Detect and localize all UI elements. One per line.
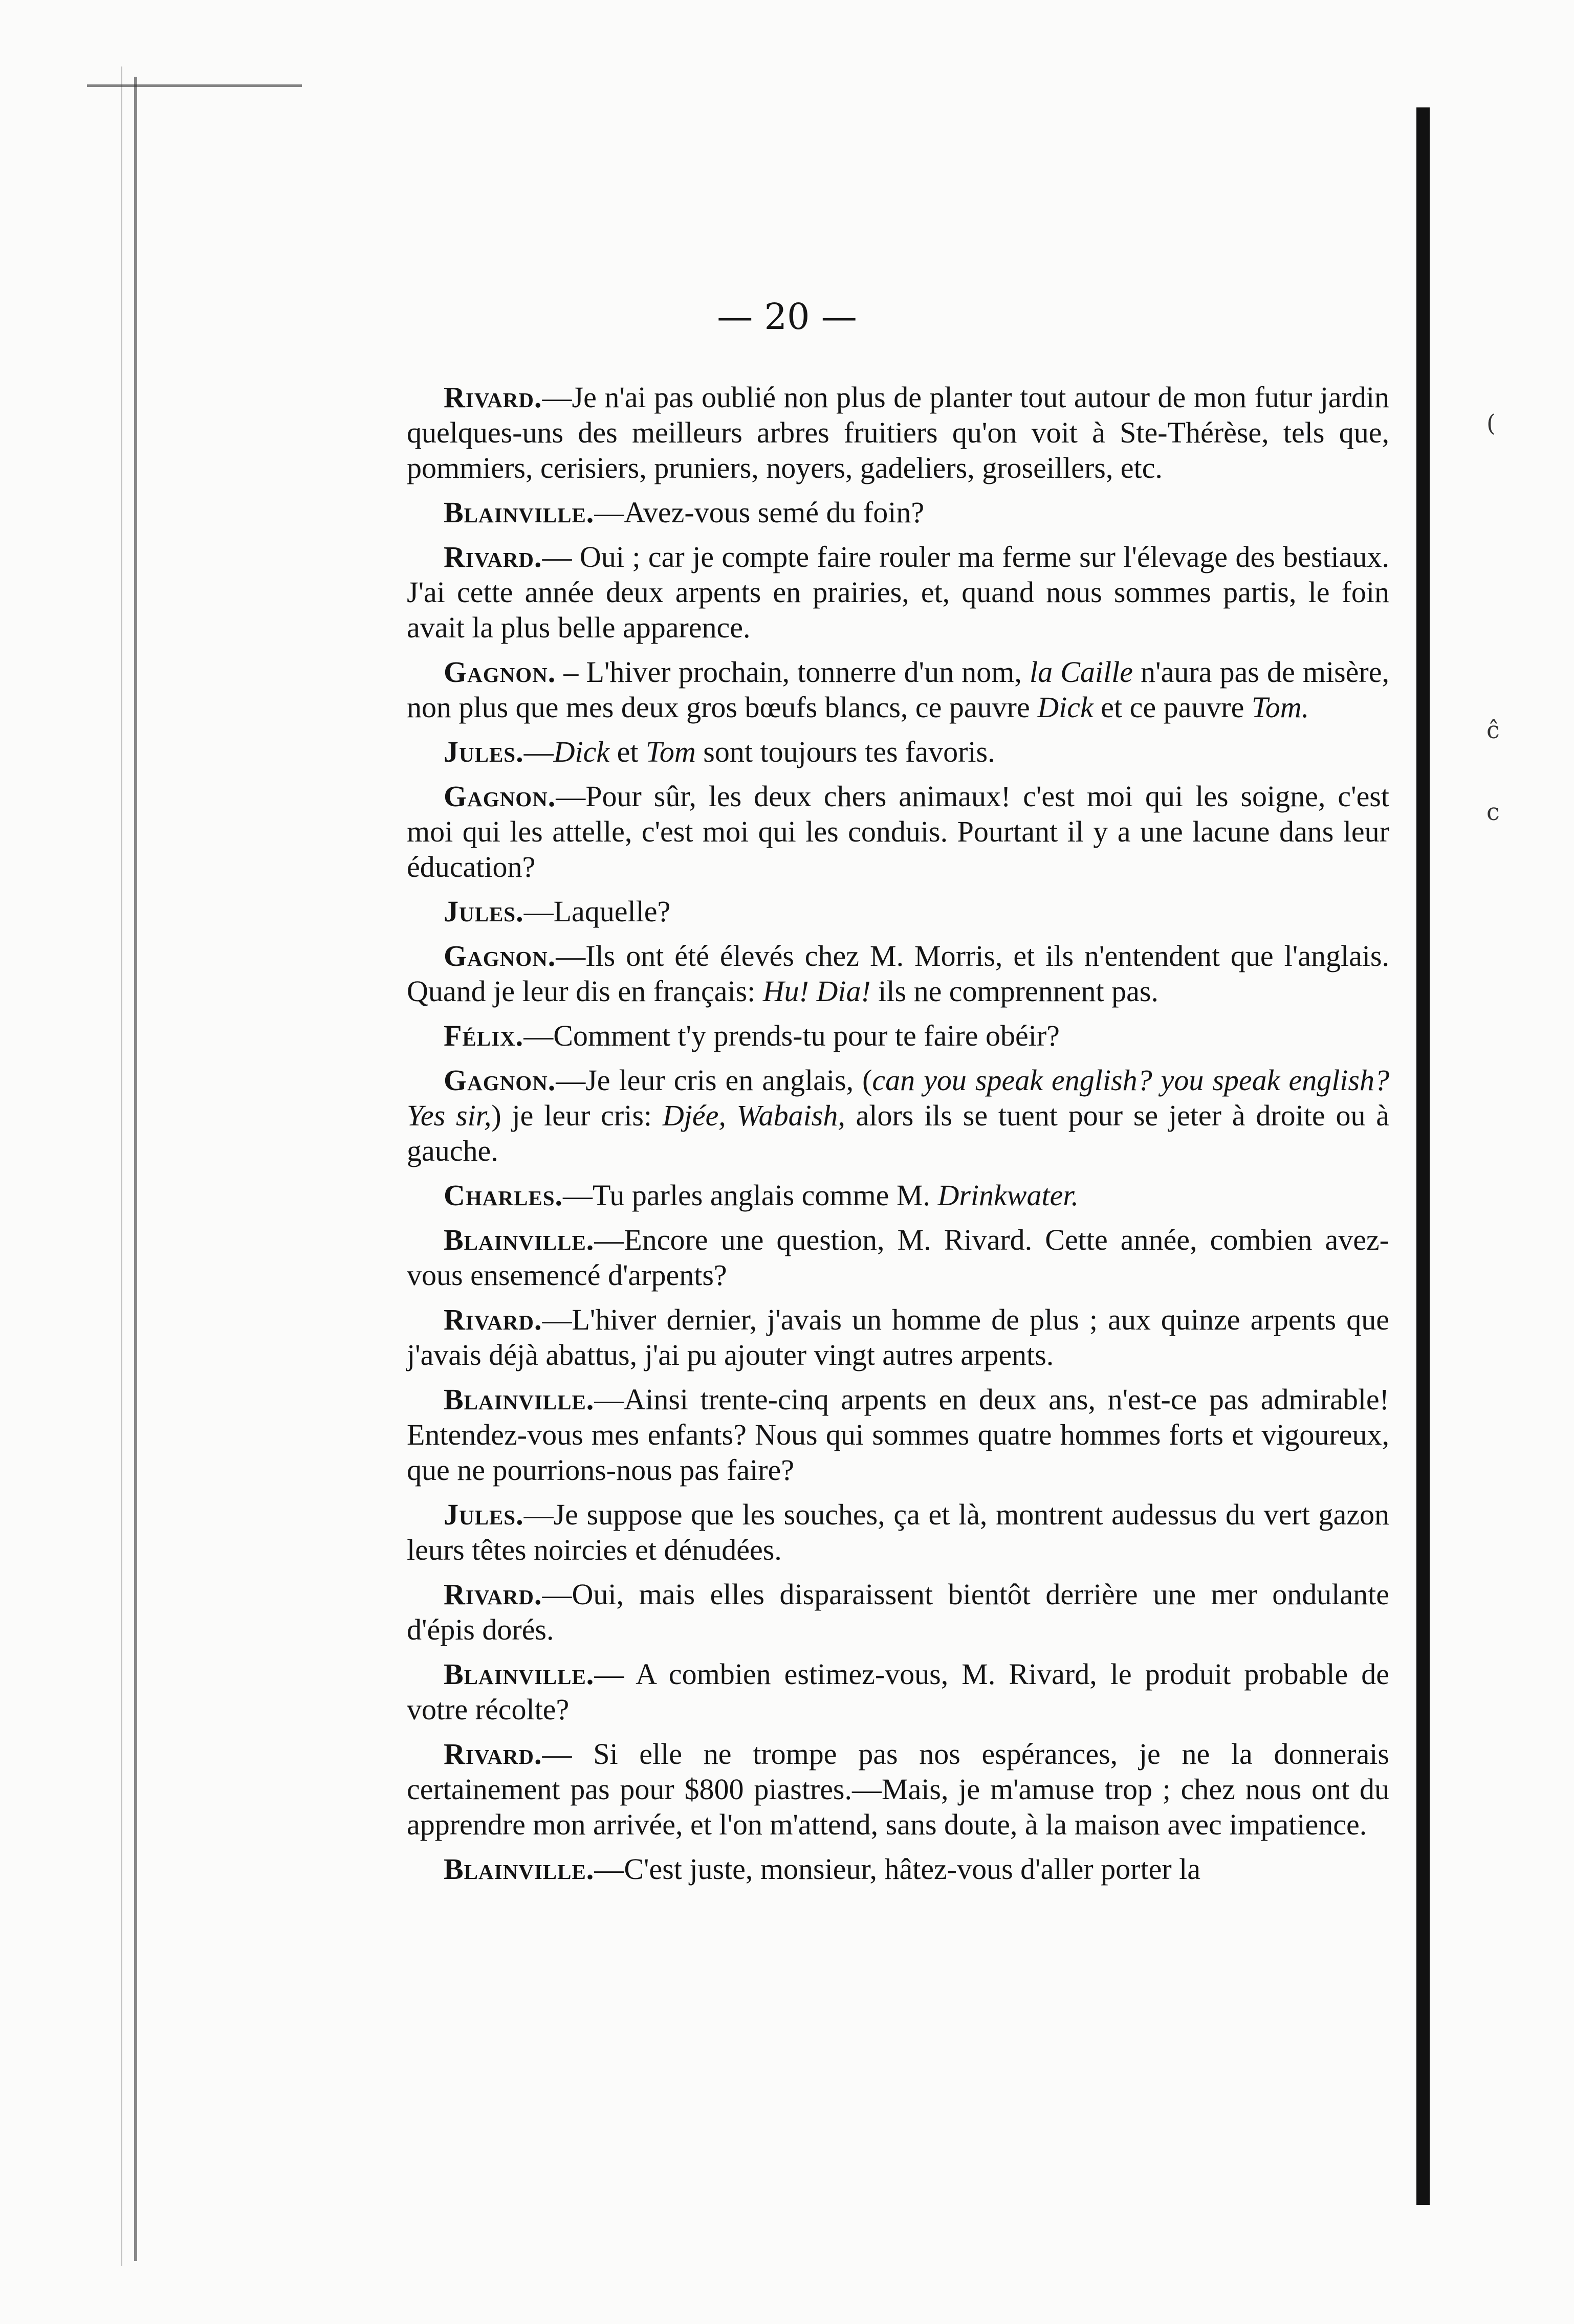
speaker-name: Gagnon. bbox=[444, 780, 556, 813]
speaker-name: Rivard. bbox=[444, 1578, 542, 1611]
dialogue-paragraph bbox=[407, 1656, 1389, 1727]
dialogue-paragraph bbox=[407, 1577, 1389, 1647]
speaker-name: Gagnon. bbox=[444, 655, 556, 689]
dialogue-text-segment: —Laquelle? bbox=[523, 895, 671, 928]
speaker-name: Charles. bbox=[444, 1179, 563, 1212]
dialogue-paragraph bbox=[407, 734, 1389, 769]
dialogue-text-segment: —Je leur cris en anglais, ( bbox=[556, 1064, 872, 1097]
dialogue-text-segment: —Encore une question, M. Rivard. Cette année, combien avez-vous ensemencé d'arpents? bbox=[407, 1223, 1389, 1292]
dialogue-text-segment: —C'est juste, monsieur, hâtez-vous d'aller porter la bbox=[594, 1852, 1201, 1886]
dialogue-text-segment: —Comment t'y prends-tu pour te faire obéir? bbox=[523, 1019, 1060, 1052]
dialogue-paragraph bbox=[407, 539, 1389, 645]
dialogue-text-segment: — Oui ; car je compte faire rouler ma ferme sur l'élevage des bestiaux. J'ai cette année deux arpents en prairies, et, quand nous sommes partis, le foin avait la plus belle apparence. bbox=[407, 540, 1389, 644]
dialogue-text-segment: sont toujours tes favoris. bbox=[695, 735, 995, 768]
dialogue-text-segment: —Oui, mais elles disparaissent bientôt derrière une mer ondulante d'épis dorés. bbox=[407, 1578, 1389, 1646]
speaker-name: Rivard. bbox=[444, 540, 542, 573]
speaker-name: Rivard. bbox=[444, 1303, 542, 1336]
italic-text: can you speak english? you speak english? Yes sir, bbox=[407, 1064, 1389, 1132]
dialogue-paragraph bbox=[407, 1302, 1389, 1373]
italic-text: Drinkwater. bbox=[937, 1179, 1079, 1212]
speaker-name: Gagnon. bbox=[444, 1064, 556, 1097]
dialogue-paragraph bbox=[407, 1178, 1389, 1213]
dialogue-text-segment: ils ne comprennent pas. bbox=[870, 975, 1158, 1008]
speaker-name: Blainville. bbox=[444, 1383, 595, 1416]
dialogue-text-segment: —Je suppose que les souches, ça et là, montrent audessus du vert gazon leurs têtes noircies et dénudées. bbox=[407, 1498, 1389, 1566]
italic-text: la Caille bbox=[1029, 655, 1133, 689]
dialogue-text-segment: —Ainsi trente-cinq arpents en deux ans, n'est-ce pas admirable! Entendez-vous mes enfants? Nous qui sommes quatre hommes forts et vigoureux, que ne pourrions-nous pas faire? bbox=[407, 1383, 1389, 1487]
dialogue-text-segment: alors ils se tuent pour se jeter à droite ou à gauche. bbox=[407, 1099, 1390, 1167]
dialogue-paragraph bbox=[407, 1063, 1389, 1168]
binding-edge-shadow bbox=[121, 67, 122, 2266]
page-edge-bar bbox=[1416, 107, 1430, 2205]
italic-text: Tom. bbox=[1251, 691, 1309, 724]
speaker-name: Félix. bbox=[444, 1019, 524, 1052]
speaker-name: Blainville. bbox=[444, 1223, 595, 1256]
dialogue-text-segment: et bbox=[609, 735, 646, 768]
dialogue-paragraph bbox=[407, 1018, 1389, 1053]
dialogue-text-segment: – L'hiver prochain, tonnerre d'un nom, bbox=[556, 655, 1030, 689]
dialogue-text-segment: —Ils ont été élevés chez M. Morris, et ils n'entendent que l'anglais. Quand je leur dis en français: bbox=[407, 939, 1389, 1008]
margin-mark: c bbox=[1486, 798, 1500, 826]
dialogue-text-segment: — bbox=[523, 735, 554, 768]
dialogue-paragraph bbox=[407, 894, 1389, 929]
italic-text: Dick bbox=[1037, 691, 1094, 724]
top-edge-mark bbox=[87, 84, 302, 87]
dialogue-paragraph bbox=[407, 380, 1389, 485]
speaker-name: Jules. bbox=[444, 895, 524, 928]
dialogue-text-segment: — Si elle ne trompe pas nos espérances, je ne la donnerais certainement pas pour $800 piastres.—Mais, je m'amuse trop ; chez nous ont du apprendre mon arrivée, et l'on m'attend, sans doute, à la maison avec impatience. bbox=[407, 1737, 1389, 1841]
speaker-name: Rivard. bbox=[444, 381, 542, 414]
dialogue-paragraph bbox=[407, 938, 1389, 1009]
page-number: — 20 — bbox=[717, 296, 857, 338]
dialogue-paragraph bbox=[407, 1736, 1389, 1842]
speaker-name: Blainville. bbox=[444, 1852, 595, 1886]
margin-mark: ĉ bbox=[1486, 716, 1500, 744]
dialogue-paragraph bbox=[407, 654, 1389, 725]
dialogue-text bbox=[407, 380, 1389, 2170]
dialogue-text-segment: —Tu parles anglais comme M. bbox=[563, 1179, 938, 1212]
dialogue-paragraph bbox=[407, 1851, 1389, 1887]
margin-mark: ( bbox=[1486, 409, 1496, 437]
italic-text: Tom bbox=[645, 735, 696, 768]
italic-text: Djée, Wabaish, bbox=[662, 1099, 845, 1132]
dialogue-text-segment: — A combien estimez-vous, M. Rivard, le produit probable de votre récolte? bbox=[407, 1657, 1389, 1726]
dialogue-text-segment: n'aura pas de misère, non plus que mes deux gros bœufs blancs, ce pauvre bbox=[407, 655, 1389, 724]
dialogue-paragraph bbox=[407, 779, 1389, 884]
dialogue-text-segment: —Je n'ai pas oublié non plus de planter tout autour de mon futur jardin quelques-uns des meilleurs arbres fruitiers qu'on voit à Ste-Thérèse, tels que, pommiers, cerisiers, pruniers, noyers, gadeliers, groseillers, etc. bbox=[407, 381, 1389, 484]
speaker-name: Rivard. bbox=[444, 1737, 542, 1770]
dialogue-paragraph bbox=[407, 1497, 1389, 1567]
speaker-name: Blainville. bbox=[444, 496, 595, 529]
speaker-name: Jules. bbox=[444, 735, 524, 768]
italic-text: Hu! Dia! bbox=[762, 975, 871, 1008]
speaker-name: Jules. bbox=[444, 1498, 524, 1531]
dialogue-paragraph bbox=[407, 1382, 1389, 1488]
dialogue-text-segment: —L'hiver dernier, j'avais un homme de plus ; aux quinze arpents que j'avais déjà abattus, j'ai pu ajouter vingt autres arpents. bbox=[407, 1303, 1389, 1371]
dialogue-text-segment: ) je leur cris: bbox=[491, 1099, 663, 1132]
dialogue-paragraph bbox=[407, 1222, 1389, 1293]
dialogue-text-segment: —Avez-vous semé du foin? bbox=[594, 496, 925, 529]
speaker-name: Blainville. bbox=[444, 1657, 595, 1691]
speaker-name: Gagnon. bbox=[444, 939, 556, 972]
dialogue-text-segment: —Pour sûr, les deux chers animaux! c'est moi qui les soigne, c'est moi qui les attelle, c'est moi qui les conduis. Pourtant il y a une lacune dans leur éducation? bbox=[407, 780, 1389, 883]
italic-text: Dick bbox=[553, 735, 610, 768]
binding-edge-line bbox=[134, 77, 137, 2261]
dialogue-paragraph bbox=[407, 495, 1389, 530]
dialogue-text-segment: et ce pauvre bbox=[1093, 691, 1252, 724]
